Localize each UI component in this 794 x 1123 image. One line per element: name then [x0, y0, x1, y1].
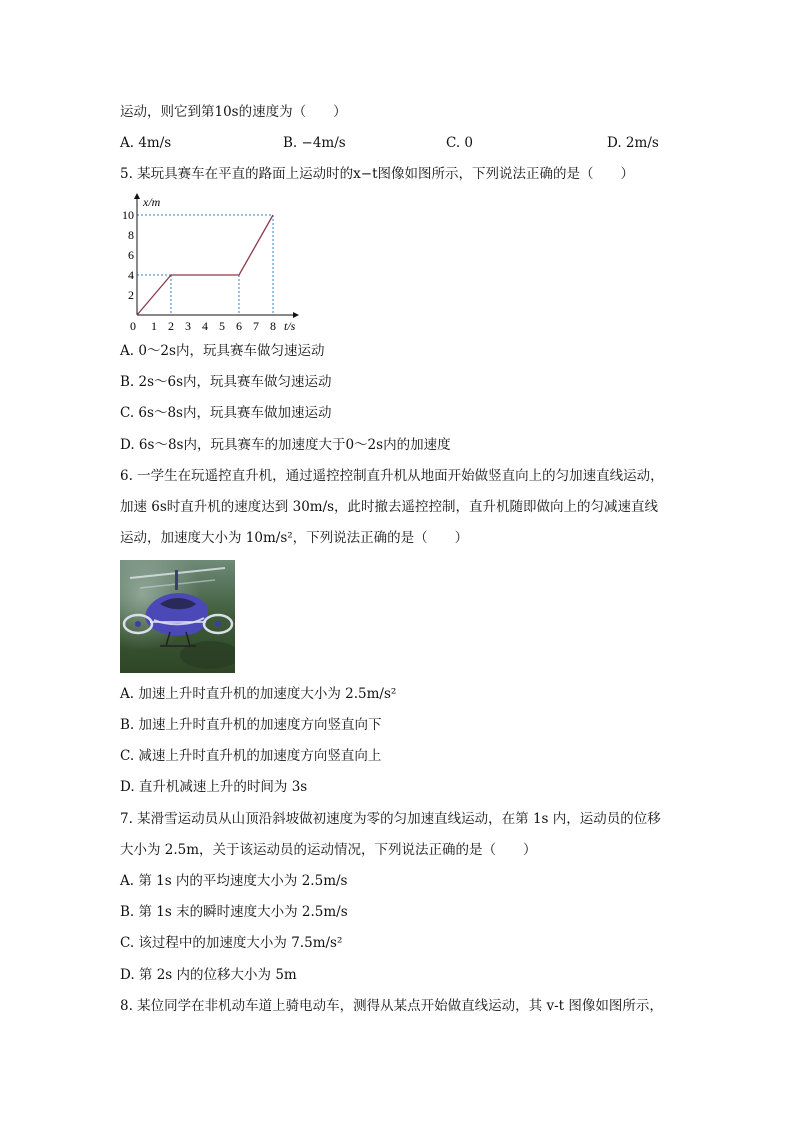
x-tick-label: 4	[202, 319, 208, 333]
q5-stem: 5. 某玩具赛车在平直的路面上运动时的x−t图像如图所示，下列说法正确的是（ ）	[120, 166, 635, 182]
q6-option-d: D. 直升机减速上升的时间为 3s	[120, 779, 308, 795]
x-tick-label: 1	[151, 319, 157, 333]
x-tick-label: 8	[270, 319, 276, 333]
y-tick-label: 10	[122, 208, 134, 222]
q6-option-c: C. 减速上升时直升机的加速度方向竖直向上	[120, 748, 382, 764]
q6-stem-line2: 加速 6s时直升机的速度达到 30m/s，此时撤去遥控控制，直升机随即做向上的匀减速直线	[120, 499, 659, 515]
q5-option-a: A. 0～2s内，玩具赛车做匀速运动	[120, 343, 325, 359]
q7-option-d: D. 第 2s 内的位移大小为 5m	[120, 967, 297, 983]
x-tick-label: 2	[168, 319, 174, 333]
x-tick-label: 5	[219, 319, 225, 333]
helicopter-photo	[120, 560, 235, 673]
q7-option-a: A. 第 1s 内的平均速度大小为 2.5m/s	[120, 873, 348, 889]
q7-stem-line1: 7. 某滑雪运动员从山顶沿斜坡做初速度为零的匀加速直线运动，在第 1s 内，运动员的位移	[120, 811, 661, 827]
x-t-graph	[118, 190, 318, 338]
q7-option-c: C. 该过程中的加速度大小为 7.5m/s²	[120, 935, 343, 951]
q5-option-c: C. 6s～8s内，玩具赛车做加速运动	[120, 405, 332, 421]
q4-option-b: B. −4m/s	[283, 135, 346, 151]
q7-option-b: B. 第 1s 末的瞬时速度大小为 2.5m/s	[120, 904, 348, 920]
y-tick-label: 6	[128, 248, 134, 262]
q4-option-a: A. 4m/s	[120, 135, 172, 151]
q4-stem-continuation: 运动，则它到第10s的速度为（ ）	[120, 104, 347, 120]
q7-stem-line2: 大小为 2.5m，关于该运动员的运动情况，下列说法正确的是（ ）	[120, 842, 537, 858]
x-tick-label: 0	[130, 319, 136, 333]
q5-option-b: B. 2s～6s内，玩具赛车做匀速运动	[120, 374, 332, 390]
x-axis-label: t/s	[284, 319, 296, 333]
q4-option-c: C. 0	[446, 135, 474, 151]
y-axis-label: x/m	[143, 195, 161, 209]
q4-option-d: D. 2m/s	[607, 135, 659, 151]
y-tick-label: 4	[128, 268, 134, 282]
q6-stem-line1: 6. 一学生在玩遥控直升机，通过遥控控制直升机从地面开始做竖直向上的匀加速直线运动，	[120, 468, 664, 484]
x-tick-label: 3	[185, 319, 191, 333]
y-tick-label: 2	[128, 288, 134, 302]
x-t-line	[137, 215, 273, 315]
q6-stem-line3: 运动，加速度大小为 10m/s²，下列说法正确的是（ ）	[120, 530, 469, 546]
q8-stem: 8. 某位同学在非机动车道上骑电动车，测得从某点开始做直线运动，其 v-t 图像如图所示，	[120, 998, 663, 1014]
q6-option-b: B. 加速上升时直升机的加速度方向竖直向下	[120, 717, 382, 733]
x-tick-label: 7	[253, 319, 259, 333]
q6-option-a: A. 加速上升时直升机的加速度大小为 2.5m/s²	[120, 686, 397, 702]
q5-option-d: D. 6s～8s内，玩具赛车的加速度大于0～2s内的加速度	[120, 437, 451, 453]
y-tick-label: 8	[128, 228, 134, 242]
x-tick-label: 6	[236, 319, 242, 333]
